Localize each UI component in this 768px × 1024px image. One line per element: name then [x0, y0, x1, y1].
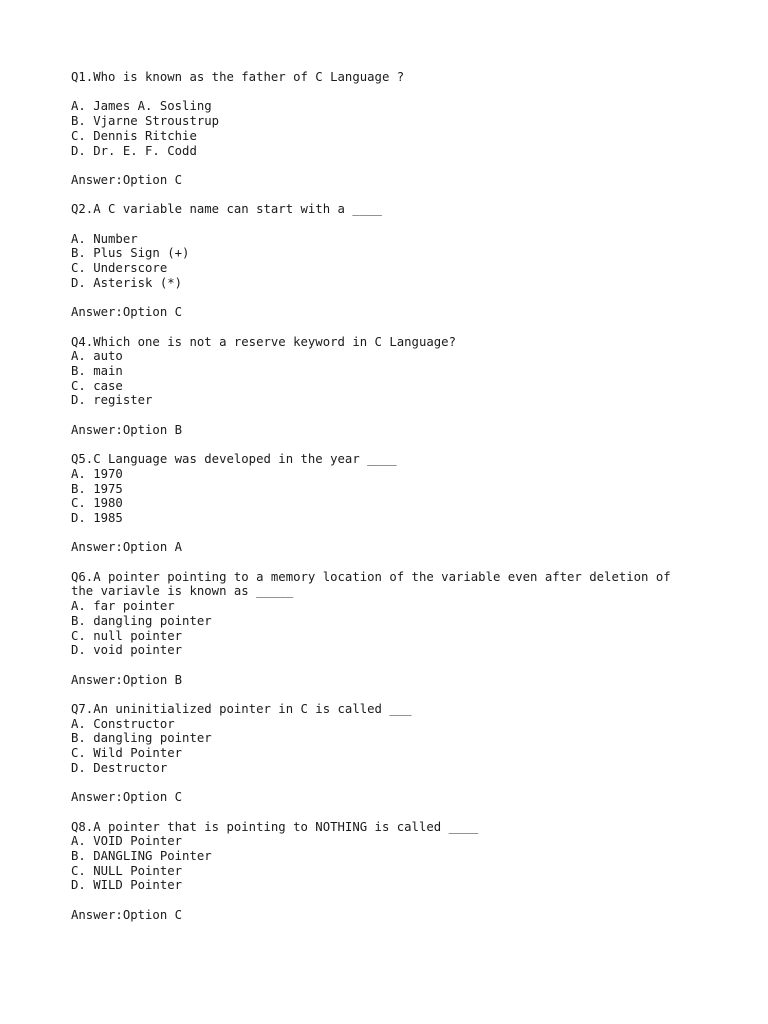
spacer — [71, 893, 751, 908]
option-b: B. Vjarne Stroustrup — [71, 114, 220, 129]
question-text: Q4.Which one is not a reserve keyword in C Language? — [71, 334, 456, 349]
question-text: Q5.C Language was developed in the year ____ — [71, 452, 397, 467]
option-a: A. far pointer — [71, 599, 175, 614]
option-a: A. James A. Sosling — [71, 99, 212, 114]
option-b: B. dangling pointer — [71, 613, 212, 628]
option-b: B. dangling pointer — [71, 731, 212, 746]
option-c: C. Underscore — [71, 261, 168, 276]
option-d: D. void pointer — [71, 643, 183, 658]
option-d: D. WILD Pointer — [71, 878, 183, 893]
answer-text: Answer:Option C — [71, 305, 183, 320]
question-block-q2 — [71, 202, 751, 334]
spacer — [71, 158, 751, 173]
option-a: A. auto — [71, 349, 123, 364]
option-b: B. DANGLING Pointer — [71, 849, 212, 864]
question-block-q6 — [71, 570, 751, 702]
answer-text: Answer:Option B — [71, 672, 183, 687]
question-text: Q2.A C variable name can start with a ____ — [71, 202, 382, 217]
spacer — [71, 217, 751, 232]
option-c: C. Dennis Ritchie — [71, 128, 197, 143]
option-c: C. null pointer — [71, 628, 183, 643]
spacer — [71, 805, 751, 820]
spacer — [71, 408, 751, 423]
question-text: Q8.A pointer that is pointing to NOTHING is called ____ — [71, 819, 479, 834]
option-c: C. NULL Pointer — [71, 863, 183, 878]
spacer — [71, 188, 751, 203]
question-text: Q7.An uninitialized pointer in C is called ___ — [71, 702, 412, 717]
spacer — [71, 290, 751, 305]
spacer — [71, 526, 751, 541]
question-block-q5 — [71, 452, 751, 570]
option-d: D. Asterisk (*) — [71, 275, 183, 290]
option-d: D. Dr. E. F. Codd — [71, 143, 197, 158]
option-c: C. Wild Pointer — [71, 746, 183, 761]
answer-text: Answer:Option C — [71, 790, 183, 805]
spacer — [71, 85, 751, 100]
answer-text: Answer:Option C — [71, 172, 183, 187]
answer-text: Answer:Option C — [71, 907, 183, 922]
option-b: B. main — [71, 363, 123, 378]
spacer — [71, 687, 751, 702]
option-a: A. Constructor — [71, 716, 175, 731]
option-d: D. 1985 — [71, 510, 123, 525]
option-c: C. 1980 — [71, 496, 123, 511]
question-block-q8 — [71, 820, 751, 923]
question-text: Q1.Who is known as the father of C Language ? — [71, 70, 405, 84]
spacer — [71, 555, 751, 570]
question-block-q4 — [71, 335, 751, 453]
option-a: A. 1970 — [71, 466, 123, 481]
answer-text: Answer:Option A — [71, 540, 183, 555]
spacer — [71, 658, 751, 673]
question-block-q7 — [71, 702, 751, 820]
option-d: D. register — [71, 393, 153, 408]
option-a: A. Number — [71, 231, 138, 246]
option-c: C. case — [71, 378, 123, 393]
question-text: Q6.A pointer pointing to a memory location of the variable even after deletion of the variavle is known as _____ — [71, 569, 679, 599]
quiz-document — [71, 70, 751, 923]
option-b: B. 1975 — [71, 481, 123, 496]
option-d: D. Destructor — [71, 760, 168, 775]
spacer — [71, 320, 751, 335]
answer-text: Answer:Option B — [71, 422, 183, 437]
spacer — [71, 776, 751, 791]
question-block-q1 — [71, 70, 751, 202]
option-a: A. VOID Pointer — [71, 834, 183, 849]
spacer — [71, 437, 751, 452]
option-b: B. Plus Sign (+) — [71, 246, 190, 261]
